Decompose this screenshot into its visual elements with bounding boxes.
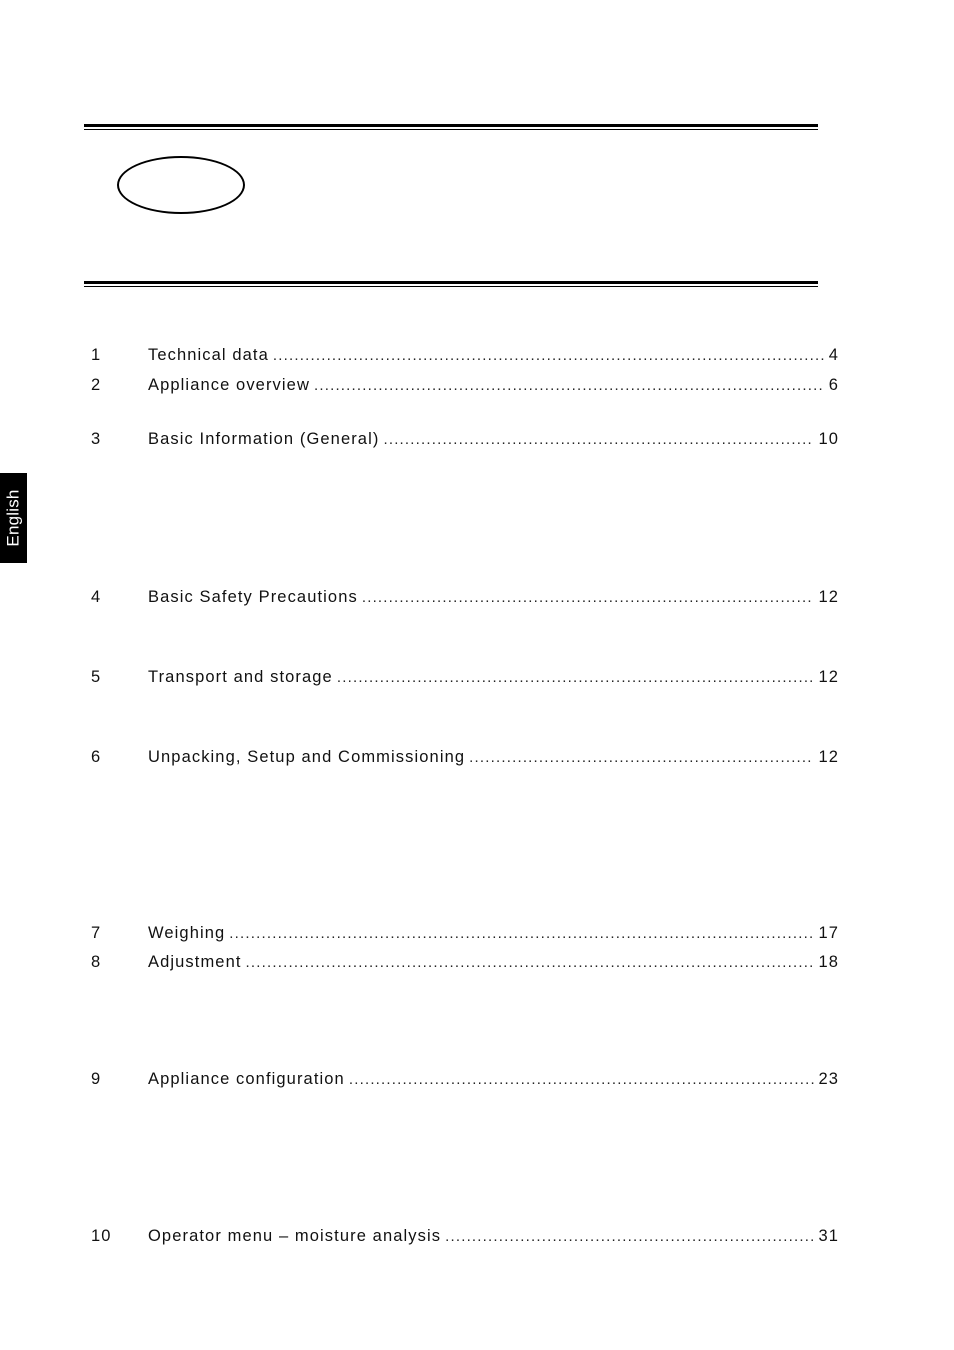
toc-entry[interactable] bbox=[91, 666, 839, 688]
toc-entry[interactable] bbox=[91, 344, 839, 366]
toc-page-number: 6 bbox=[828, 376, 839, 394]
language-oval-frame bbox=[117, 156, 245, 214]
toc-title: Adjustment bbox=[148, 953, 242, 971]
toc-page-number: 17 bbox=[818, 924, 839, 942]
toc-leader-dots bbox=[362, 586, 815, 609]
language-side-tab bbox=[0, 473, 27, 563]
toc-title: Basic Safety Precautions bbox=[148, 588, 358, 606]
toc-entry[interactable] bbox=[91, 1225, 839, 1247]
toc-page-number: 12 bbox=[818, 668, 839, 686]
toc-leader-dots bbox=[337, 666, 815, 689]
toc-title: Appliance configuration bbox=[148, 1070, 345, 1088]
toc-leader-dots bbox=[469, 746, 814, 769]
toc-entry[interactable] bbox=[91, 922, 839, 944]
toc-leader-dots bbox=[349, 1068, 815, 1091]
toc-page-number: 4 bbox=[828, 346, 839, 364]
toc-page-number: 12 bbox=[818, 748, 839, 766]
toc-page-number: 31 bbox=[818, 1227, 839, 1245]
toc-leader-dots bbox=[229, 922, 814, 945]
toc-title: Operator menu – moisture analysis bbox=[148, 1227, 442, 1245]
toc-title: Basic Information (General) bbox=[148, 430, 380, 448]
toc-page-number: 10 bbox=[818, 430, 839, 448]
toc-leader-dots bbox=[273, 344, 825, 367]
toc-number: 4 bbox=[91, 588, 102, 606]
toc-title: Unpacking, Setup and Commissioning bbox=[148, 748, 466, 766]
toc-number: 3 bbox=[91, 430, 102, 448]
toc-title: Technical data bbox=[148, 346, 269, 364]
toc-entry[interactable] bbox=[91, 746, 839, 768]
header-rule-top bbox=[84, 124, 818, 130]
toc-entry[interactable] bbox=[91, 586, 839, 608]
toc-page-number: 18 bbox=[818, 953, 839, 971]
toc-entry[interactable] bbox=[91, 374, 839, 396]
toc-leader-dots bbox=[445, 1225, 814, 1248]
toc-number: 5 bbox=[91, 668, 102, 686]
header-rule-bottom bbox=[84, 281, 818, 287]
toc-number: 9 bbox=[91, 1070, 102, 1088]
toc-entry[interactable] bbox=[91, 428, 839, 450]
toc-title: Appliance overview bbox=[148, 376, 310, 394]
toc-number: 1 bbox=[91, 346, 102, 364]
toc-leader-dots bbox=[383, 428, 814, 451]
toc-number: 7 bbox=[91, 924, 102, 942]
toc-number: 6 bbox=[91, 748, 102, 766]
toc-leader-dots bbox=[314, 374, 825, 397]
toc-title: Weighing bbox=[148, 924, 226, 942]
language-side-tab-label: English bbox=[3, 489, 23, 547]
toc-title: Transport and storage bbox=[148, 668, 333, 686]
toc-leader-dots bbox=[246, 951, 815, 974]
toc-entry[interactable] bbox=[91, 951, 839, 973]
toc-page-number: 23 bbox=[818, 1070, 839, 1088]
toc-page-number: 12 bbox=[818, 588, 839, 606]
toc-number: 10 bbox=[91, 1227, 112, 1245]
toc-number: 2 bbox=[91, 376, 102, 394]
toc-entry[interactable] bbox=[91, 1068, 839, 1090]
toc-number: 8 bbox=[91, 953, 102, 971]
